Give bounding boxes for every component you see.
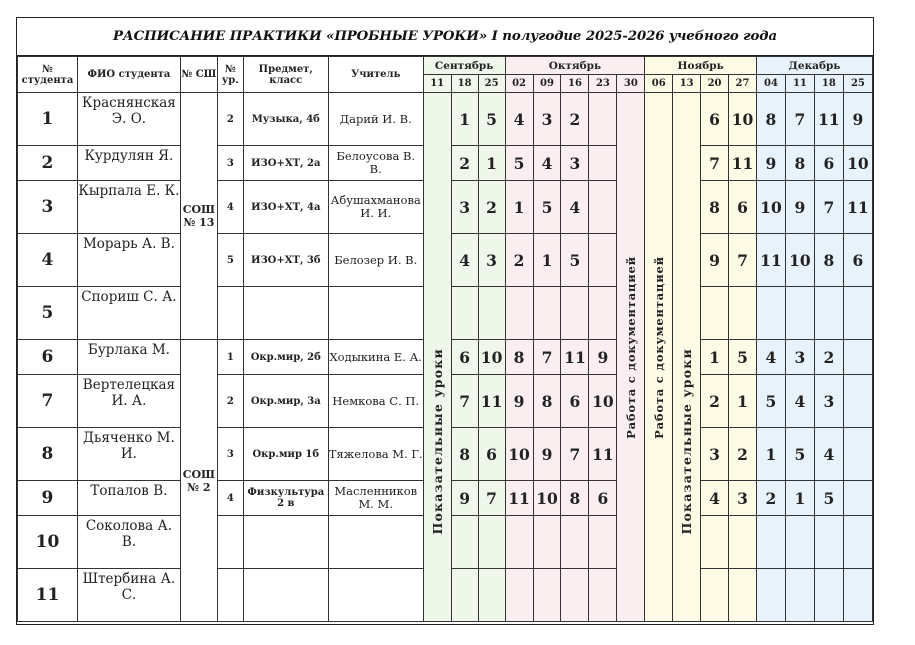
day-header: 11 <box>423 75 451 93</box>
schedule-cell: 8 <box>561 481 589 516</box>
schedule-cell: 6 <box>478 428 505 481</box>
schedule-cell <box>533 287 561 340</box>
merged-column-show-lessons <box>423 93 451 622</box>
schedule-cell: 1 <box>701 340 729 375</box>
schedule-cell: 10 <box>478 340 505 375</box>
vertical-label-show-lessons: Показательные уроки <box>429 348 445 535</box>
schedule-cell: 2 <box>451 146 478 181</box>
teacher-name: Тяжелова М. Г. <box>328 428 423 481</box>
day-header: 09 <box>533 75 561 93</box>
lesson-number <box>217 516 243 569</box>
day-header: 06 <box>645 75 673 93</box>
student-number: 1 <box>18 93 78 146</box>
subject-class: ИЗО+ХТ, 2а <box>243 146 328 181</box>
schedule-cell <box>843 287 872 340</box>
schedule-cell <box>505 287 533 340</box>
schedule-cell <box>561 287 589 340</box>
schedule-cell: 4 <box>785 375 814 428</box>
schedule-cell: 11 <box>814 93 843 146</box>
schedule-cell: 11 <box>561 340 589 375</box>
page-title: РАСПИСАНИЕ ПРАКТИКИ «ПРОБНЫЕ УРОКИ» I полугодие 2025-2026 учебного года <box>17 18 873 56</box>
schedule-cell <box>843 516 872 569</box>
schedule-cell: 2 <box>701 375 729 428</box>
subject-class: ИЗО+ХТ, 4а <box>243 181 328 234</box>
schedule-cell <box>729 569 757 622</box>
school-cell: СОШ № 13 <box>180 93 217 340</box>
student-number: 7 <box>18 375 78 428</box>
schedule-cell: 1 <box>756 428 785 481</box>
subject-class: ИЗО+ХТ, 3б <box>243 234 328 287</box>
subject-class <box>243 569 328 622</box>
schedule-cell <box>843 569 872 622</box>
schedule-cell: 6 <box>561 375 589 428</box>
schedule-cell: 4 <box>814 428 843 481</box>
schedule-cell: 8 <box>785 146 814 181</box>
student-name: Курдулян Я. <box>77 146 180 181</box>
schedule-cell: 3 <box>478 234 505 287</box>
schedule-cell: 7 <box>701 146 729 181</box>
day-header: 04 <box>756 75 785 93</box>
schedule-cell: 10 <box>533 481 561 516</box>
schedule-cell <box>561 516 589 569</box>
day-header: 18 <box>814 75 843 93</box>
schedule-cell: 3 <box>785 340 814 375</box>
schedule-cell: 6 <box>589 481 617 516</box>
schedule-cell: 2 <box>729 428 757 481</box>
student-name: Спориш С. А. <box>77 287 180 340</box>
subject-class <box>243 287 328 340</box>
schedule-cell: 3 <box>814 375 843 428</box>
schedule-cell: 9 <box>785 181 814 234</box>
merged-column-docs-work <box>645 93 673 622</box>
schedule-cell: 11 <box>589 428 617 481</box>
schedule-cell: 9 <box>533 428 561 481</box>
schedule-cell: 5 <box>756 375 785 428</box>
schedule-cell: 11 <box>478 375 505 428</box>
schedule-cell: 3 <box>729 481 757 516</box>
schedule-cell: 7 <box>785 93 814 146</box>
subject-class: Окр.мир, 3а <box>243 375 328 428</box>
teacher-name: Немкова С. П. <box>328 375 423 428</box>
schedule-cell <box>561 569 589 622</box>
lesson-number: 4 <box>217 181 243 234</box>
schedule-cell: 10 <box>756 181 785 234</box>
schedule-cell: 2 <box>478 181 505 234</box>
schedule-cell <box>814 287 843 340</box>
schedule-cell: 5 <box>729 340 757 375</box>
schedule-cell: 5 <box>785 428 814 481</box>
student-number: 11 <box>18 569 78 622</box>
student-name: Штербина А. С. <box>77 569 180 622</box>
schedule-cell: 10 <box>785 234 814 287</box>
schedule-cell: 6 <box>701 93 729 146</box>
student-number: 8 <box>18 428 78 481</box>
schedule-cell: 3 <box>701 428 729 481</box>
subject-class: Окр.мир 1б <box>243 428 328 481</box>
month-october: Октябрь <box>505 57 645 75</box>
student-name: Топалов В. <box>77 481 180 516</box>
student-name: Кырпала Е. К. <box>77 181 180 234</box>
schedule-cell: 2 <box>814 340 843 375</box>
schedule-cell: 5 <box>814 481 843 516</box>
teacher-name: Абушахманова И. И. <box>328 181 423 234</box>
schedule-cell: 4 <box>561 181 589 234</box>
student-name: Морарь А. В. <box>77 234 180 287</box>
schedule-cell: 11 <box>505 481 533 516</box>
lesson-number: 3 <box>217 146 243 181</box>
header-school-no: № СШ <box>180 57 217 93</box>
lesson-number: 4 <box>217 481 243 516</box>
vertical-label-docs-work: Работа с документацией <box>651 255 666 439</box>
month-september: Сентябрь <box>423 57 505 75</box>
schedule-cell <box>729 287 757 340</box>
day-header: 16 <box>561 75 589 93</box>
student-name: Бурлака М. <box>77 340 180 375</box>
schedule-cell <box>589 146 617 181</box>
schedule-cell: 1 <box>533 234 561 287</box>
schedule-cell: 8 <box>451 428 478 481</box>
schedule-cell: 7 <box>561 428 589 481</box>
header-lesson-no: № ур. <box>217 57 243 93</box>
schedule-cell <box>451 569 478 622</box>
schedule-cell <box>589 569 617 622</box>
day-header: 23 <box>589 75 617 93</box>
schedule-cell <box>701 516 729 569</box>
schedule-cell <box>451 516 478 569</box>
teacher-name <box>328 569 423 622</box>
vertical-label-docs-work: Работа с документацией <box>623 255 638 439</box>
schedule-cell: 3 <box>533 93 561 146</box>
schedule-cell <box>589 181 617 234</box>
schedule-cell: 8 <box>505 340 533 375</box>
schedule-cell: 9 <box>756 146 785 181</box>
lesson-number: 3 <box>217 428 243 481</box>
schedule-cell: 9 <box>589 340 617 375</box>
student-number: 3 <box>18 181 78 234</box>
subject-class: Окр.мир, 2б <box>243 340 328 375</box>
teacher-name: Масленников М. М. <box>328 481 423 516</box>
day-header: 25 <box>843 75 872 93</box>
schedule-cell <box>505 516 533 569</box>
schedule-cell: 5 <box>533 181 561 234</box>
schedule-cell: 7 <box>814 181 843 234</box>
day-header: 20 <box>701 75 729 93</box>
school-cell: СОШ № 2 <box>180 340 217 622</box>
schedule-cell: 8 <box>814 234 843 287</box>
student-number: 9 <box>18 481 78 516</box>
month-november: Ноябрь <box>645 57 757 75</box>
student-number: 6 <box>18 340 78 375</box>
schedule-cell: 11 <box>843 181 872 234</box>
schedule-cell: 1 <box>785 481 814 516</box>
schedule-cell: 6 <box>451 340 478 375</box>
schedule-frame <box>16 17 874 625</box>
schedule-cell: 10 <box>729 93 757 146</box>
schedule-cell: 10 <box>589 375 617 428</box>
schedule-cell: 10 <box>505 428 533 481</box>
schedule-cell <box>756 516 785 569</box>
schedule-cell: 7 <box>451 375 478 428</box>
schedule-cell <box>478 287 505 340</box>
schedule-cell <box>701 287 729 340</box>
student-name: Дьяченко М. И. <box>77 428 180 481</box>
schedule-cell: 3 <box>451 181 478 234</box>
schedule-cell <box>505 569 533 622</box>
lesson-number: 1 <box>217 340 243 375</box>
student-number: 4 <box>18 234 78 287</box>
teacher-name: Белоусова В. В. <box>328 146 423 181</box>
schedule-cell <box>843 481 872 516</box>
schedule-cell: 7 <box>729 234 757 287</box>
day-header: 13 <box>673 75 701 93</box>
schedule-cell <box>843 428 872 481</box>
schedule-cell: 11 <box>756 234 785 287</box>
schedule-cell: 6 <box>814 146 843 181</box>
schedule-cell <box>843 375 872 428</box>
schedule-cell: 1 <box>729 375 757 428</box>
schedule-cell: 8 <box>756 93 785 146</box>
lesson-number: 5 <box>217 234 243 287</box>
schedule-cell <box>785 516 814 569</box>
schedule-cell: 7 <box>478 481 505 516</box>
day-header: 27 <box>729 75 757 93</box>
schedule-cell: 8 <box>533 375 561 428</box>
schedule-cell: 1 <box>505 181 533 234</box>
schedule-cell: 4 <box>756 340 785 375</box>
lesson-number: 2 <box>217 93 243 146</box>
teacher-name: Белозер И. В. <box>328 234 423 287</box>
student-row <box>18 93 873 146</box>
day-header: 02 <box>505 75 533 93</box>
student-name: Краснянская Э. О. <box>77 93 180 146</box>
student-name: Вертелецкая И. А. <box>77 375 180 428</box>
schedule-cell <box>478 516 505 569</box>
schedule-cell <box>729 516 757 569</box>
month-december: Декабрь <box>756 57 872 75</box>
header-teacher: Учитель <box>328 57 423 93</box>
student-number: 2 <box>18 146 78 181</box>
schedule-cell: 1 <box>478 146 505 181</box>
schedule-cell: 7 <box>533 340 561 375</box>
schedule-cell: 9 <box>451 481 478 516</box>
vertical-label-show-lessons: Показательные уроки <box>679 348 695 535</box>
schedule-cell: 11 <box>729 146 757 181</box>
day-header: 25 <box>478 75 505 93</box>
schedule-cell: 4 <box>505 93 533 146</box>
schedule-cell <box>814 516 843 569</box>
header-student-no: № студента <box>18 57 78 93</box>
schedule-cell <box>533 569 561 622</box>
schedule-cell: 3 <box>561 146 589 181</box>
subject-class <box>243 516 328 569</box>
schedule-cell <box>756 287 785 340</box>
schedule-cell: 6 <box>729 181 757 234</box>
schedule-cell: 6 <box>843 234 872 287</box>
schedule-cell: 10 <box>843 146 872 181</box>
schedule-cell: 9 <box>843 93 872 146</box>
lesson-number: 2 <box>217 375 243 428</box>
schedule-cell: 2 <box>505 234 533 287</box>
schedule-cell <box>451 287 478 340</box>
schedule-cell: 9 <box>701 234 729 287</box>
schedule-cell: 4 <box>451 234 478 287</box>
lesson-number <box>217 287 243 340</box>
day-header: 30 <box>617 75 645 93</box>
schedule-cell: 5 <box>478 93 505 146</box>
schedule-cell: 5 <box>561 234 589 287</box>
schedule-cell <box>843 340 872 375</box>
merged-column-docs-work <box>617 93 645 622</box>
day-header: 11 <box>785 75 814 93</box>
teacher-name <box>328 287 423 340</box>
schedule-cell: 2 <box>756 481 785 516</box>
schedule-table <box>17 56 873 622</box>
schedule-cell: 4 <box>701 481 729 516</box>
schedule-cell: 4 <box>533 146 561 181</box>
teacher-name: Дарий И. В. <box>328 93 423 146</box>
student-number: 5 <box>18 287 78 340</box>
schedule-cell: 1 <box>451 93 478 146</box>
student-name: Соколова А. В. <box>77 516 180 569</box>
schedule-cell: 8 <box>701 181 729 234</box>
merged-column-show-lessons <box>673 93 701 622</box>
schedule-cell <box>756 569 785 622</box>
schedule-cell <box>478 569 505 622</box>
schedule-cell: 9 <box>505 375 533 428</box>
schedule-cell: 5 <box>505 146 533 181</box>
schedule-cell <box>701 569 729 622</box>
schedule-cell <box>589 516 617 569</box>
header-fio: ФИО студента <box>77 57 180 93</box>
subject-class: Музыка, 4б <box>243 93 328 146</box>
schedule-cell <box>589 287 617 340</box>
schedule-cell <box>533 516 561 569</box>
schedule-cell <box>785 287 814 340</box>
subject-class: Физкультура 2 в <box>243 481 328 516</box>
schedule-cell <box>589 234 617 287</box>
lesson-number <box>217 569 243 622</box>
teacher-name: Ходыкина Е. А. <box>328 340 423 375</box>
schedule-cell: 2 <box>561 93 589 146</box>
teacher-name <box>328 516 423 569</box>
schedule-cell <box>814 569 843 622</box>
schedule-cell <box>589 93 617 146</box>
schedule-cell <box>785 569 814 622</box>
day-header: 18 <box>451 75 478 93</box>
header-subject: Предмет, класс <box>243 57 328 93</box>
student-number: 10 <box>18 516 78 569</box>
